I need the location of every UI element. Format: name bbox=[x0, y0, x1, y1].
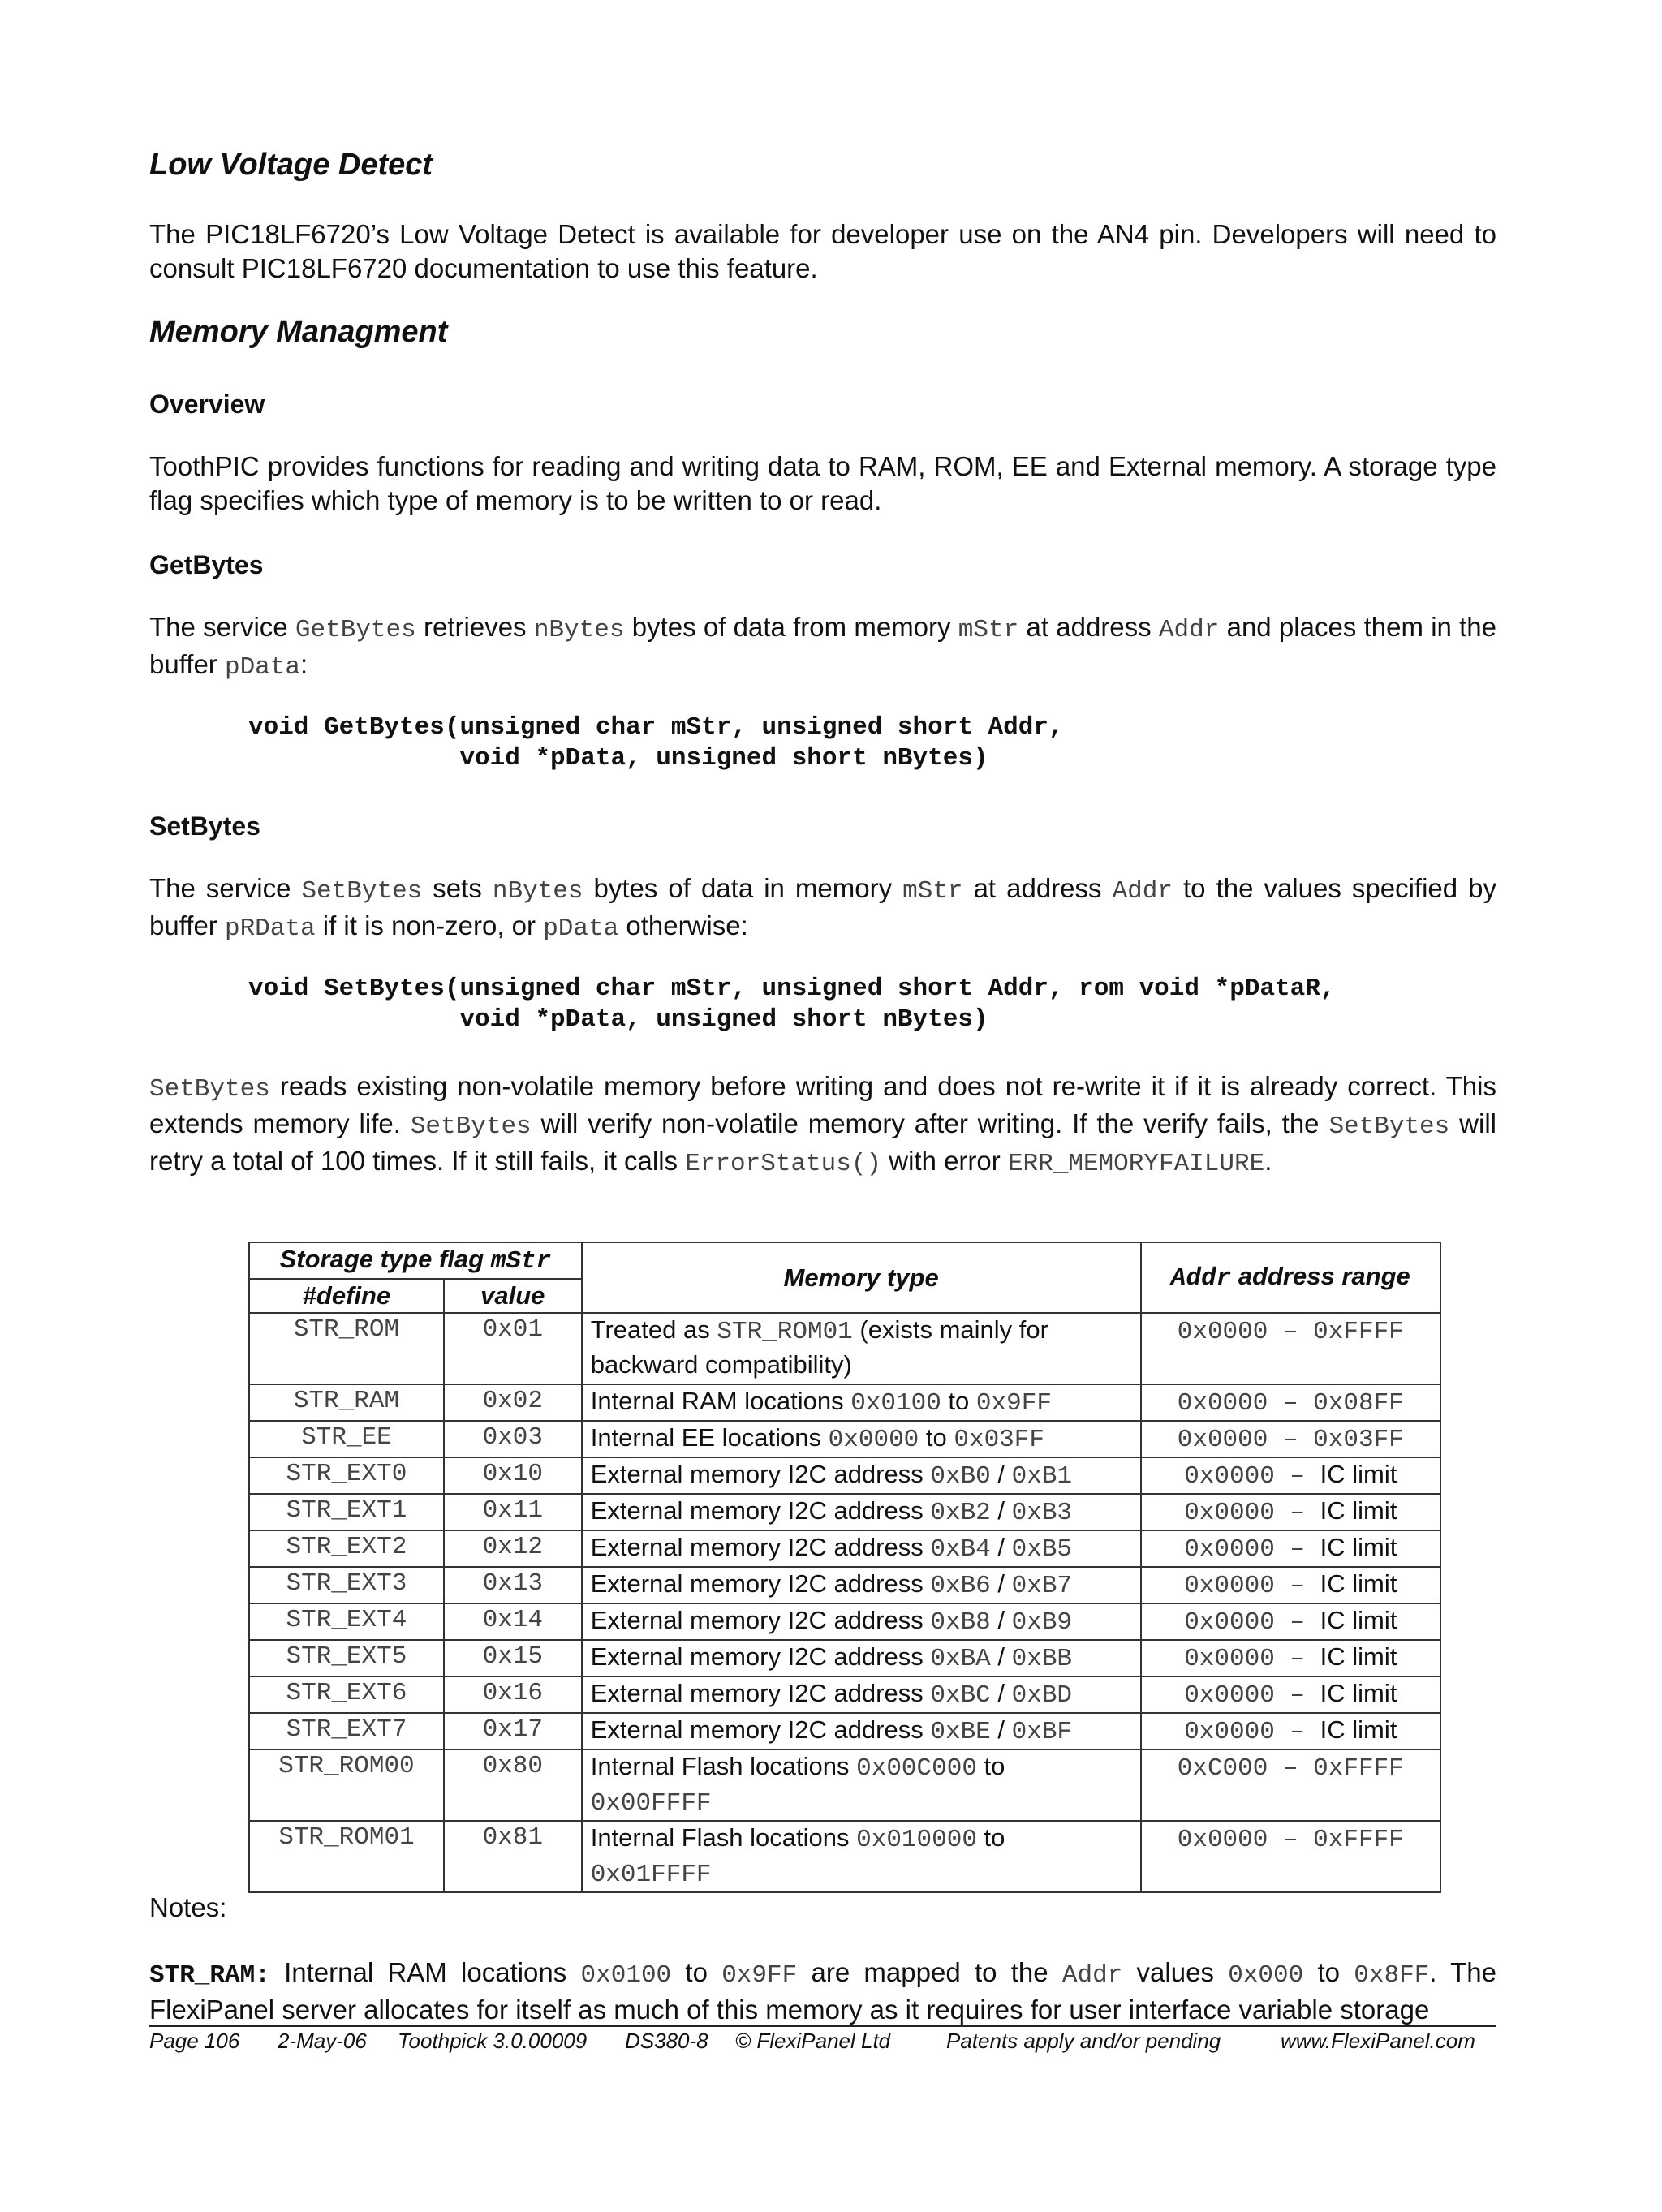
cell-addr-range: 0x0000 – 0x08FF bbox=[1141, 1384, 1440, 1421]
cell-addr-range: 0x0000 – IC limit bbox=[1141, 1713, 1440, 1749]
cell-define: STR_EXT5 bbox=[249, 1640, 444, 1676]
cell-memory-type: External memory I2C address 0xB2 / 0xB3 bbox=[582, 1494, 1141, 1530]
getbytes-paragraph: The service GetBytes retrieves nBytes bytes of data from memory mStr at address Addr and places them in the buffer pData: bbox=[149, 612, 1497, 682]
subheading-setbytes: SetBytes bbox=[149, 811, 260, 841]
footer-divider bbox=[149, 2025, 1496, 2027]
cell-addr-range: 0x0000 – IC limit bbox=[1141, 1603, 1440, 1640]
cell-memory-type: Internal EE locations 0x0000 to 0x03FF bbox=[582, 1421, 1141, 1457]
table-row bbox=[249, 1384, 1440, 1421]
heading-low-voltage-detect: Low Voltage Detect bbox=[149, 148, 433, 182]
cell-value: 0x12 bbox=[444, 1530, 582, 1567]
cell-define: STR_EXT4 bbox=[249, 1603, 444, 1640]
table-row bbox=[249, 1640, 1440, 1676]
setbytes-notes-paragraph: SetBytes reads existing non-volatile memory before writing and does not re-write it if it is already correct. This extends memory life. SetBytes will verify non-volatile memory after writing. If the verify fails, the SetBytes will retry a total of 100 times. If it still fails, it calls ErrorStatus() with error ERR_MEMORYFAILURE. bbox=[149, 1071, 1496, 1178]
header-value: value bbox=[444, 1279, 582, 1313]
header-define: #define bbox=[249, 1279, 444, 1313]
cell-value: 0x81 bbox=[444, 1821, 582, 1892]
cell-value: 0x17 bbox=[444, 1713, 582, 1749]
cell-value: 0x15 bbox=[444, 1640, 582, 1676]
cell-memory-type: External memory I2C address 0xBE / 0xBF bbox=[582, 1713, 1141, 1749]
cell-memory-type: External memory I2C address 0xBA / 0xBB bbox=[582, 1640, 1141, 1676]
heading-memory-management: Memory Managment bbox=[149, 315, 448, 349]
footer-patents: Patents apply and/or pending bbox=[946, 2029, 1221, 2053]
cell-memory-type: Internal Flash locations 0x00C000 to 0x00FFFF bbox=[582, 1749, 1141, 1821]
cell-addr-range: 0x0000 – IC limit bbox=[1141, 1530, 1440, 1567]
cell-value: 0x03 bbox=[444, 1421, 582, 1457]
cell-define: STR_RAM bbox=[249, 1384, 444, 1421]
cell-value: 0x01 bbox=[444, 1313, 582, 1384]
cell-value: 0x02 bbox=[444, 1384, 582, 1421]
cell-define: STR_EXT7 bbox=[249, 1713, 444, 1749]
header-storage-type-flag: Storage type flag mStr bbox=[249, 1242, 582, 1279]
footer-date: 2-May-06 bbox=[278, 2029, 367, 2053]
table-header-row bbox=[249, 1242, 1440, 1279]
cell-memory-type: External memory I2C address 0xB0 / 0xB1 bbox=[582, 1457, 1141, 1494]
subheading-overview: Overview bbox=[149, 389, 265, 419]
cell-memory-type: Internal Flash locations 0x010000 to 0x01FFFF bbox=[582, 1821, 1141, 1892]
cell-memory-type: External memory I2C address 0xB6 / 0xB7 bbox=[582, 1567, 1141, 1603]
cell-define: STR_EE bbox=[249, 1421, 444, 1457]
notes-str-ram-paragraph: STR_RAM: Internal RAM locations 0x0100 to 0x9FF are mapped to the Addr values 0x000 to 0x8FF. The FlexiPanel server allocates for itself as much of this memory as it requires for user interface variable storage bbox=[149, 1957, 1496, 2025]
table-row bbox=[249, 1530, 1440, 1567]
table-row bbox=[249, 1713, 1440, 1749]
cell-addr-range: 0x0000 – 0x03FF bbox=[1141, 1421, 1440, 1457]
table-body bbox=[249, 1313, 1440, 1892]
cell-memory-type: External memory I2C address 0xB4 / 0xB5 bbox=[582, 1530, 1141, 1567]
lvd-paragraph: The PIC18LF6720’s Low Voltage Detect is available for developer use on the AN4 pin. Developers will need to consult PIC18LF6720 documentation to use this feature. bbox=[149, 219, 1496, 283]
table-row bbox=[249, 1567, 1440, 1603]
subheading-getbytes: GetBytes bbox=[149, 550, 264, 579]
cell-define: STR_ROM00 bbox=[249, 1749, 444, 1821]
cell-addr-range: 0x0000 – IC limit bbox=[1141, 1676, 1440, 1713]
footer-version: Toothpick 3.0.00009 bbox=[398, 2029, 588, 2053]
cell-memory-type: External memory I2C address 0xBC / 0xBD bbox=[582, 1676, 1141, 1713]
cell-memory-type: Internal RAM locations 0x0100 to 0x9FF bbox=[582, 1384, 1141, 1421]
table-row bbox=[249, 1457, 1440, 1494]
table-row bbox=[249, 1494, 1440, 1530]
cell-addr-range: 0x0000 – 0xFFFF bbox=[1141, 1821, 1440, 1892]
cell-define: STR_EXT2 bbox=[249, 1530, 444, 1567]
cell-define: STR_EXT6 bbox=[249, 1676, 444, 1713]
table-row bbox=[249, 1821, 1440, 1892]
cell-define: STR_EXT0 bbox=[249, 1457, 444, 1494]
cell-addr-range: 0x0000 – IC limit bbox=[1141, 1494, 1440, 1530]
cell-value: 0x80 bbox=[444, 1749, 582, 1821]
footer-page: Page 106 bbox=[149, 2029, 240, 2053]
notes-label: Notes: bbox=[149, 1892, 227, 1922]
cell-define: STR_ROM bbox=[249, 1313, 444, 1384]
cell-addr-range: 0x0000 – IC limit bbox=[1141, 1457, 1440, 1494]
setbytes-paragraph: The service SetBytes sets nBytes bytes of data in memory mStr at address Addr to the values specified by buffer pRData if it is non-zero, or pData otherwise: bbox=[149, 873, 1496, 943]
cell-addr-range: 0xC000 – 0xFFFF bbox=[1141, 1749, 1440, 1821]
cell-value: 0x13 bbox=[444, 1567, 582, 1603]
table-row bbox=[249, 1421, 1440, 1457]
cell-value: 0x11 bbox=[444, 1494, 582, 1530]
cell-value: 0x10 bbox=[444, 1457, 582, 1494]
cell-memory-type: External memory I2C address 0xB8 / 0xB9 bbox=[582, 1603, 1141, 1640]
cell-addr-range: 0x0000 – IC limit bbox=[1141, 1640, 1440, 1676]
cell-addr-range: 0x0000 – IC limit bbox=[1141, 1567, 1440, 1603]
footer-copyright: © FlexiPanel Ltd bbox=[735, 2029, 891, 2053]
cell-value: 0x14 bbox=[444, 1603, 582, 1640]
overview-paragraph: ToothPIC provides functions for reading and writing data to RAM, ROM, EE and External memory. A storage type flag specifies which type of memory is to be written to or read. bbox=[149, 451, 1496, 515]
cell-define: STR_EXT1 bbox=[249, 1494, 444, 1530]
cell-define: STR_ROM01 bbox=[249, 1821, 444, 1892]
table-row bbox=[249, 1676, 1440, 1713]
cell-value: 0x16 bbox=[444, 1676, 582, 1713]
table-row bbox=[249, 1313, 1440, 1384]
cell-memory-type: Treated as STR_ROM01 (exists mainly for backward compatibility) bbox=[582, 1313, 1141, 1384]
getbytes-code: void GetBytes(unsigned char mStr, unsigned short Addr, void *pData, unsigned short nBytes) bbox=[248, 713, 1064, 772]
setbytes-code: void SetBytes(unsigned char mStr, unsigned short Addr, rom void *pDataR, void *pData, unsigned short nBytes) bbox=[248, 975, 1336, 1034]
footer-url: www.FlexiPanel.com bbox=[1281, 2029, 1475, 2053]
storage-type-table bbox=[248, 1242, 1441, 1893]
header-memory-type: Memory type bbox=[582, 1242, 1141, 1313]
table-row bbox=[249, 1603, 1440, 1640]
cell-define: STR_EXT3 bbox=[249, 1567, 444, 1603]
cell-addr-range: 0x0000 – 0xFFFF bbox=[1141, 1313, 1440, 1384]
footer-doc-id: DS380-8 bbox=[625, 2029, 708, 2053]
header-addr-range: Addr address range bbox=[1141, 1242, 1440, 1313]
table-row bbox=[249, 1749, 1440, 1821]
